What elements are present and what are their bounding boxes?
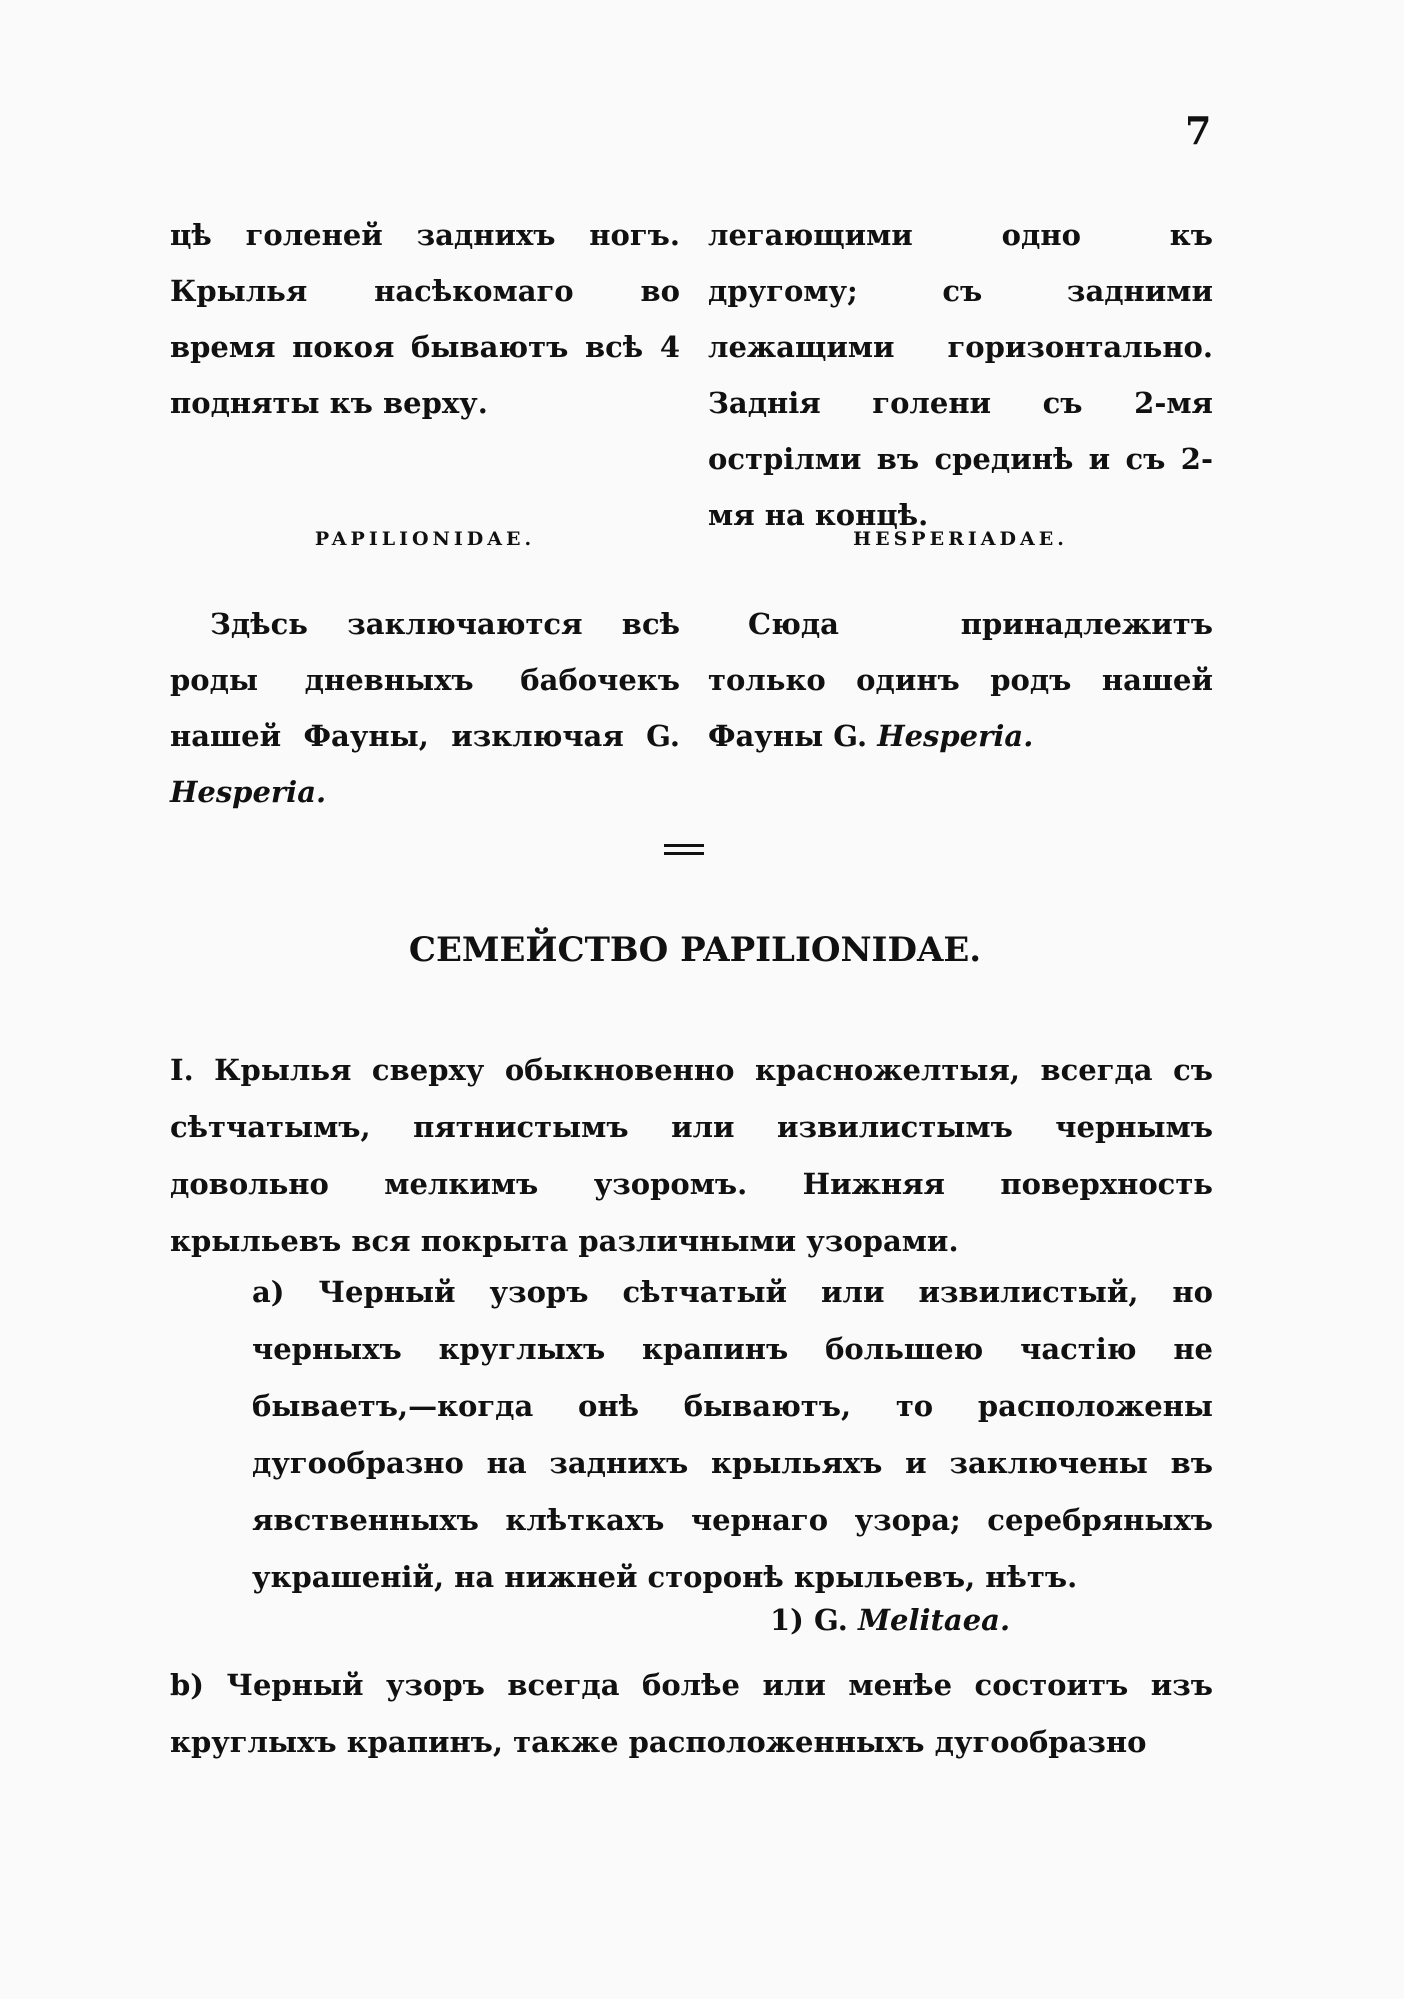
right-continuation-text: легающими одно къ другому; съ задними лежащими горизонтально. Заднія голени съ 2-мя острілми въ срединѣ и съ 2-мя на концѣ.: [708, 218, 1213, 532]
left-column-continuation: [170, 207, 680, 431]
papilionidae-description: [170, 596, 680, 820]
left-continuation-text: цѣ голеней заднихъ ногъ. Крылья насѣкомаго во время покоя бываютъ всѣ 4 подняты къ верху.: [170, 218, 680, 420]
key-paragraph-a-text: a) Черный узоръ сѣтчатый или извилистый, но черныхъ круглыхъ крапинъ большею частію не бываетъ,—когда онѣ бываютъ, то расположены дугообразно на заднихъ крыльяхъ и заключены въ явственныхъ клѣткахъ чернаго узора; серебряныхъ украшеній, на нижней сторонѣ крыльевъ, нѣтъ.: [252, 1275, 1213, 1594]
genus-entry-1-name: Melitaea.: [857, 1603, 1011, 1637]
key-paragraph-b: [170, 1657, 1213, 1771]
key-paragraph-a: [252, 1264, 1213, 1606]
key-paragraph-b-text: b) Черный узоръ всегда болѣе или менѣе состоитъ изъ круглыхъ крапинъ, также расположенныхъ дугообразно: [170, 1668, 1213, 1759]
genus-entry-1: [770, 1603, 1010, 1637]
right-column-continuation: [708, 207, 1213, 543]
divider-line-bottom: [664, 852, 704, 855]
divider-line-top: [664, 844, 704, 847]
hesperiadae-description-text: Сюда принадлежитъ только одинъ родъ нашей Фауны G.: [708, 607, 1213, 753]
key-paragraph-I: [170, 1042, 1213, 1270]
hesperiadae-genus-name: Hesperia.: [877, 719, 1034, 753]
family-heading-papilionidae: PAPILIONIDAE.: [314, 528, 536, 550]
page-number: 7: [1185, 108, 1212, 153]
section-title: СЕМЕЙСТВО PAPILIONIDAE.: [408, 930, 982, 970]
hesperiadae-description: [708, 596, 1213, 764]
section-divider: [664, 844, 704, 860]
genus-entry-1-prefix: 1) G.: [770, 1603, 848, 1637]
papilionidae-description-text: Здѣсь заключаются всѣ роды дневныхъ бабочекъ нашей Фауны, изключая G.: [170, 607, 680, 753]
papilionidae-genus-name: Hesperia.: [170, 775, 327, 809]
family-heading-hesperiadae: HESPERIADAE.: [853, 528, 1068, 550]
key-paragraph-I-text: I. Крылья сверху обыкновенно красножелтыя, всегда съ сѣтчатымъ, пятнистымъ или извилистымъ чернымъ довольно мелкимъ узоромъ. Нижняя поверхность крыльевъ вся покрыта различными узорами.: [170, 1053, 1213, 1258]
